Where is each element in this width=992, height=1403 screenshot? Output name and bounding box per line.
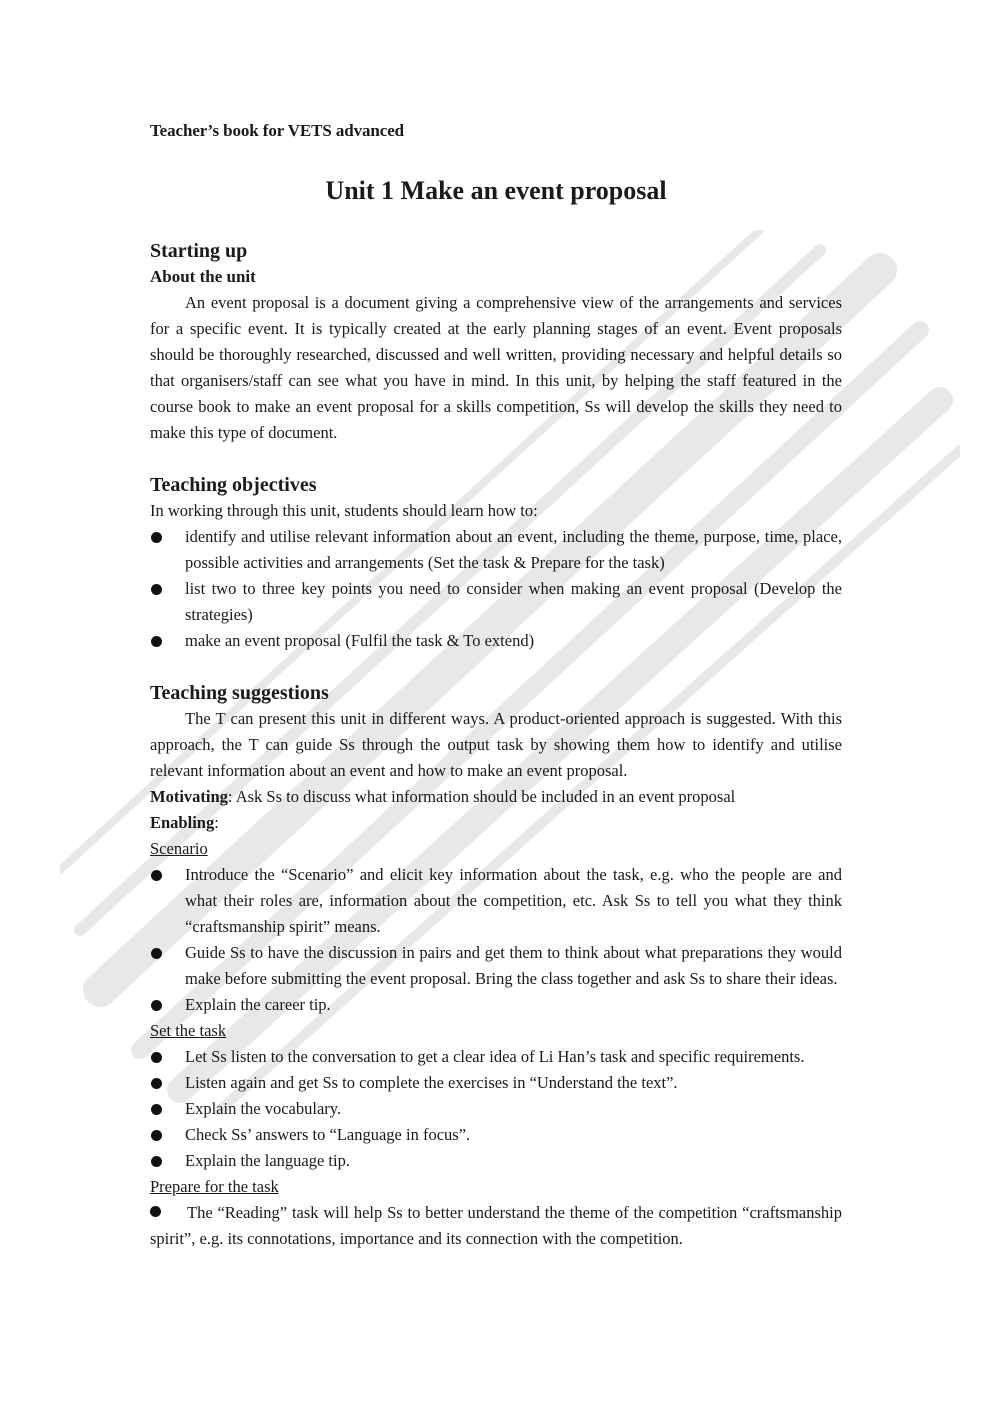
list-item: Explain the vocabulary. (150, 1096, 842, 1122)
suggestions-heading: Teaching suggestions (150, 682, 329, 704)
set-task-subheading: Set the task (150, 1021, 227, 1040)
motivating-text: : Ask Ss to discuss what information should be included in an event proposal (227, 787, 736, 806)
prepare-paragraph (150, 1200, 842, 1252)
list-item: Listen again and get Ss to complete the exercises in “Understand the text”. (150, 1070, 842, 1096)
list-item: Check Ss’ answers to “Language in focus”. (150, 1122, 842, 1148)
starting-up-heading: Starting up (150, 240, 248, 262)
unit-title: Unit 1 Make an event proposal (325, 176, 667, 205)
about-unit-paragraph: An event proposal is a document giving a comprehensive view of the arrangements and services for a specific event. It is typically created at the early planning stages of an event. Event proposals should be thoroughly researched, discussed and well written, providing necessary and helpful details so that organisers/staff can see what you have in mind. In this unit, by helping the staff featured in the course book to make an event proposal for a skills competition, Ss will develop the skills they need to make this type of document. (150, 293, 842, 442)
objectives-list (150, 524, 842, 654)
motivating-label: Motivating (150, 787, 228, 806)
list-item: make an event proposal (Fulfil the task & To extend) (150, 628, 842, 654)
bullet-icon (150, 1206, 161, 1217)
list-item: Explain the language tip. (150, 1148, 842, 1174)
about-unit-heading: About the unit (150, 267, 256, 286)
enabling-label: Enabling (150, 813, 215, 832)
list-item: identify and utilise relevant information about an event, including the theme, purpose, time, place, possible activities and arrangements (Set the task & Prepare for the task) (150, 524, 842, 576)
objectives-heading: Teaching objectives (150, 474, 317, 496)
list-item: Introduce the “Scenario” and elicit key information about the task, e.g. who the people are and what their roles are, information about the competition, etc. Ask Ss to tell you what they think “craftsmanship spirit” means. (150, 862, 842, 940)
document-body (150, 238, 842, 1252)
enabling-line (150, 810, 842, 836)
book-header: Teacher’s book for VETS advanced (150, 121, 405, 140)
list-item: Guide Ss to have the discussion in pairs and get them to think about what preparations they would make before submitting the event proposal. Bring the class together and ask Ss to share their ideas. (150, 940, 842, 992)
scenario-subheading: Scenario (150, 839, 208, 858)
prepare-subheading: Prepare for the task (150, 1177, 279, 1196)
list-item: list two to three key points you need to consider when making an event proposal (Develop the strategies) (150, 576, 842, 628)
list-item: Explain the career tip. (150, 992, 842, 1018)
objectives-intro: In working through this unit, students should learn how to: (150, 501, 538, 520)
prepare-text: The “Reading” task will help Ss to better understand the theme of the competition “craftsmanship spirit”, e.g. its connotations, importance and its connection with the competition. (150, 1203, 842, 1248)
enabling-colon: : (214, 813, 219, 832)
list-item: Let Ss listen to the conversation to get a clear idea of Li Han’s task and specific requirements. (150, 1044, 842, 1070)
motivating-line (150, 784, 842, 810)
set-task-list (150, 1044, 842, 1174)
scenario-list (150, 862, 842, 1018)
suggestions-intro: The T can present this unit in different ways. A product-oriented approach is suggested. With this approach, the T can guide Ss through the output task by showing them how to identify and utilise relevant information about an event and how to make an event proposal. (150, 709, 842, 780)
